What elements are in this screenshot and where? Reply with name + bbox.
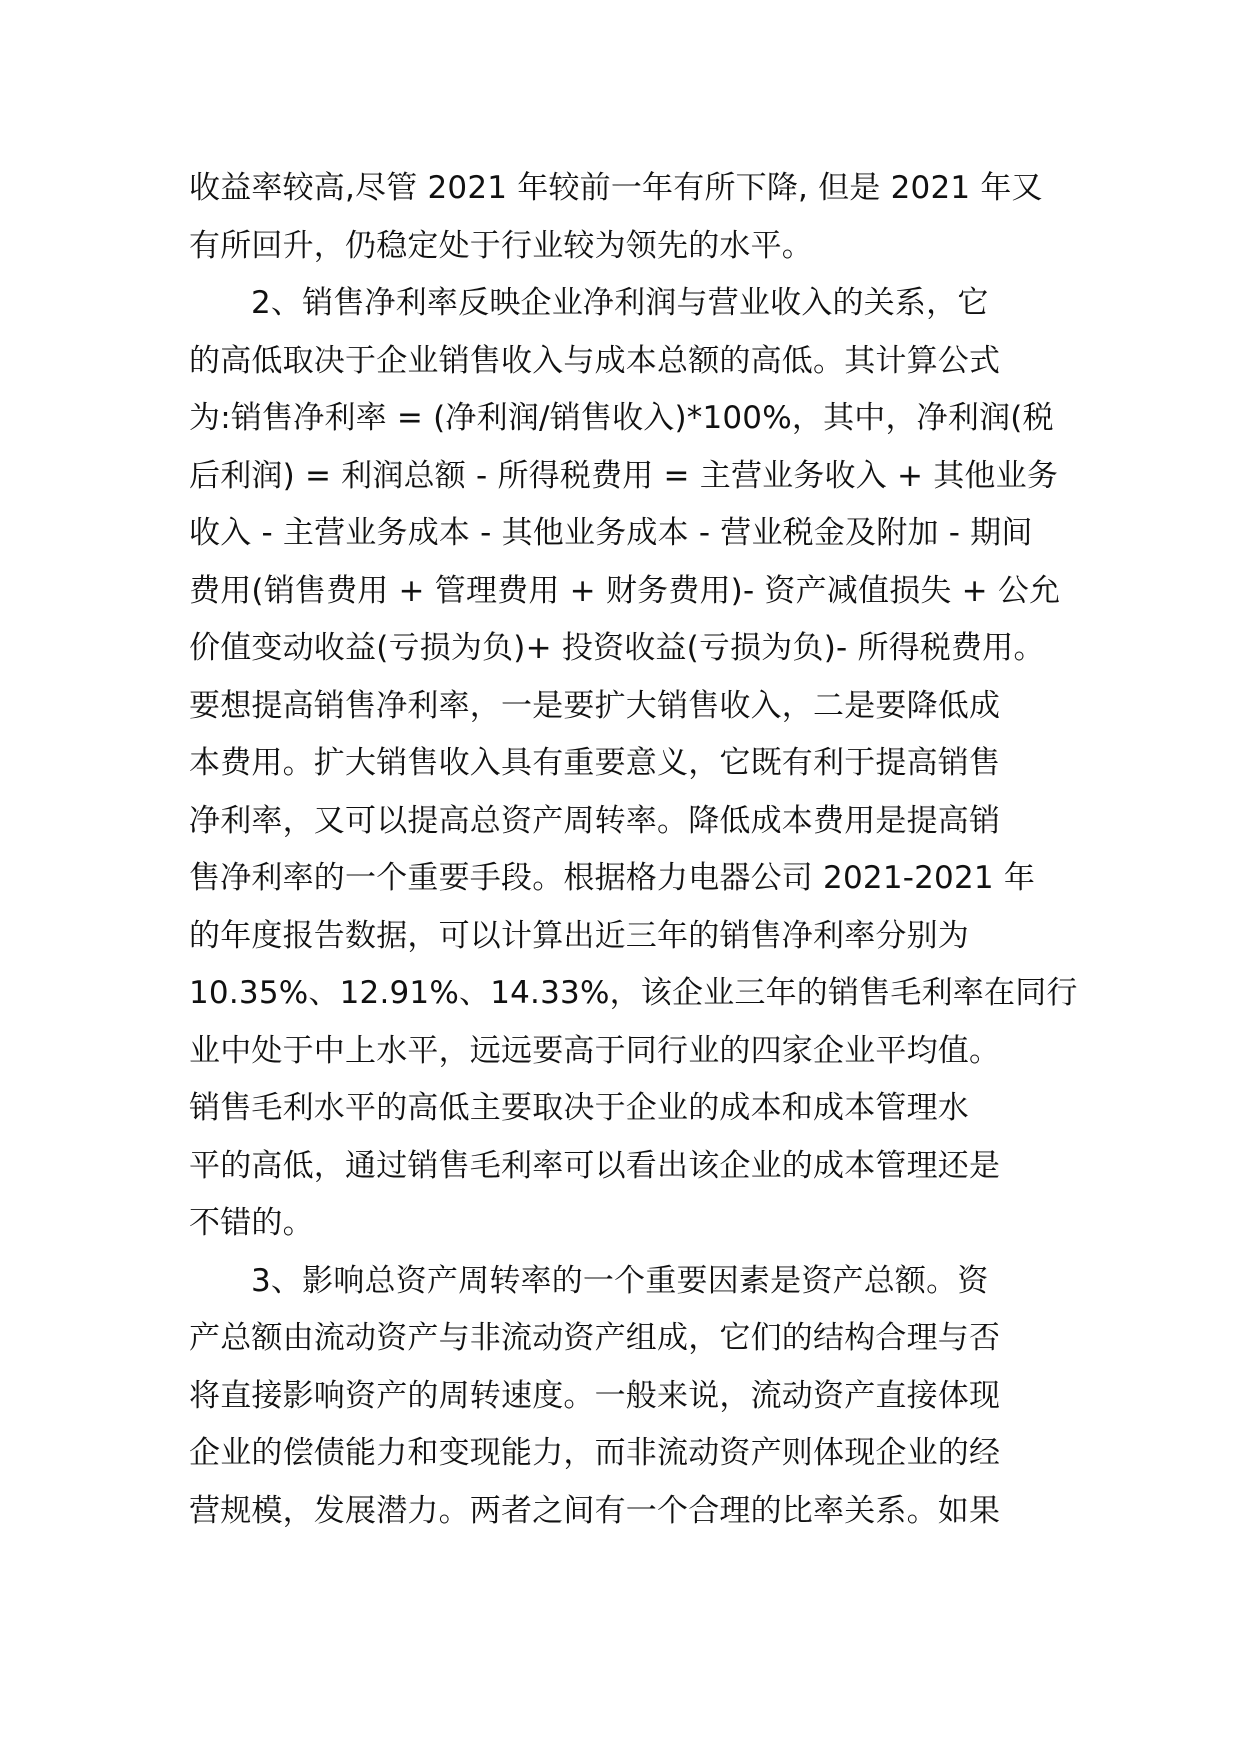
text-line: 有所回升，仍稳定处于行业较为领先的水平。 <box>189 227 813 264</box>
text-line: 不错的。 <box>189 1205 314 1241</box>
text-line: 为:销售净利率 = (净利润/销售收入)*100%，其中，净利润(税 <box>189 400 1054 436</box>
paragraph-3-start: 3、影响总资产周转率的一个重要因素是资产总额。资 <box>251 1262 989 1299</box>
text-line: 的高低取决于企业销售收入与成本总额的高低。其计算公式 <box>189 342 1001 379</box>
text-line: 产总额由流动资产与非流动资产组成，它们的结构合理与否 <box>189 1320 1001 1356</box>
text-line: 价值变动收益(亏损为负)+ 投资收益(亏损为负)- 所得税费用。 <box>189 630 1045 666</box>
text-line: 将直接影响资产的周转速度。一般来说，流动资产直接体现 <box>189 1377 1001 1414</box>
text-line: 业中处于中上水平，远远要高于同行业的四家企业平均值。 <box>189 1032 1001 1069</box>
text-line: 销售毛利水平的高低主要取决于企业的成本和成本管理水 <box>189 1090 969 1126</box>
text-line: 本费用。扩大销售收入具有重要意义，它既有利于提高销售 <box>189 745 1001 781</box>
text-line: 10.35%、12.91%、14.33%，该企业三年的销售毛利率在同行 <box>189 975 1078 1011</box>
text-line: 费用(销售费用 + 管理费用 + 财务费用)- 资产减值损失 + 公允 <box>189 572 1061 609</box>
text-line: 收益率较高,尽管 2021 年较前一年有所下降, 但是 2021 年又 <box>189 170 1043 206</box>
text-line: 净利率，又可以提高总资产周转率。降低成本费用是提高销 <box>189 802 1001 839</box>
text-line: 后利润) = 利润总额 - 所得税费用 = 主营业务收入 + 其他业务 <box>189 457 1059 494</box>
text-line: 企业的偿债能力和变现能力，而非流动资产则体现企业的经 <box>189 1435 1001 1471</box>
text-line: 售净利率的一个重要手段。根据格力电器公司 2021-2021 年 <box>189 860 1036 896</box>
text-line: 平的高低，通过销售毛利率可以看出该企业的成本管理还是 <box>189 1147 1001 1184</box>
text-line: 要想提高销售净利率，一是要扩大销售收入，二是要降低成 <box>189 687 1001 724</box>
paragraph-2-start: 2、销售净利率反映企业净利润与营业收入的关系，它 <box>251 285 989 321</box>
text-line: 收入 - 主营业务成本 - 其他业务成本 - 营业税金及附加 - 期间 <box>189 515 1033 551</box>
text-line: 营规模，发展潜力。两者之间有一个合理的比率关系。如果 <box>189 1492 1001 1529</box>
body-text <box>189 160 1078 1540</box>
text-line: 的年度报告数据，可以计算出近三年的销售净利率分别为 <box>189 917 969 954</box>
